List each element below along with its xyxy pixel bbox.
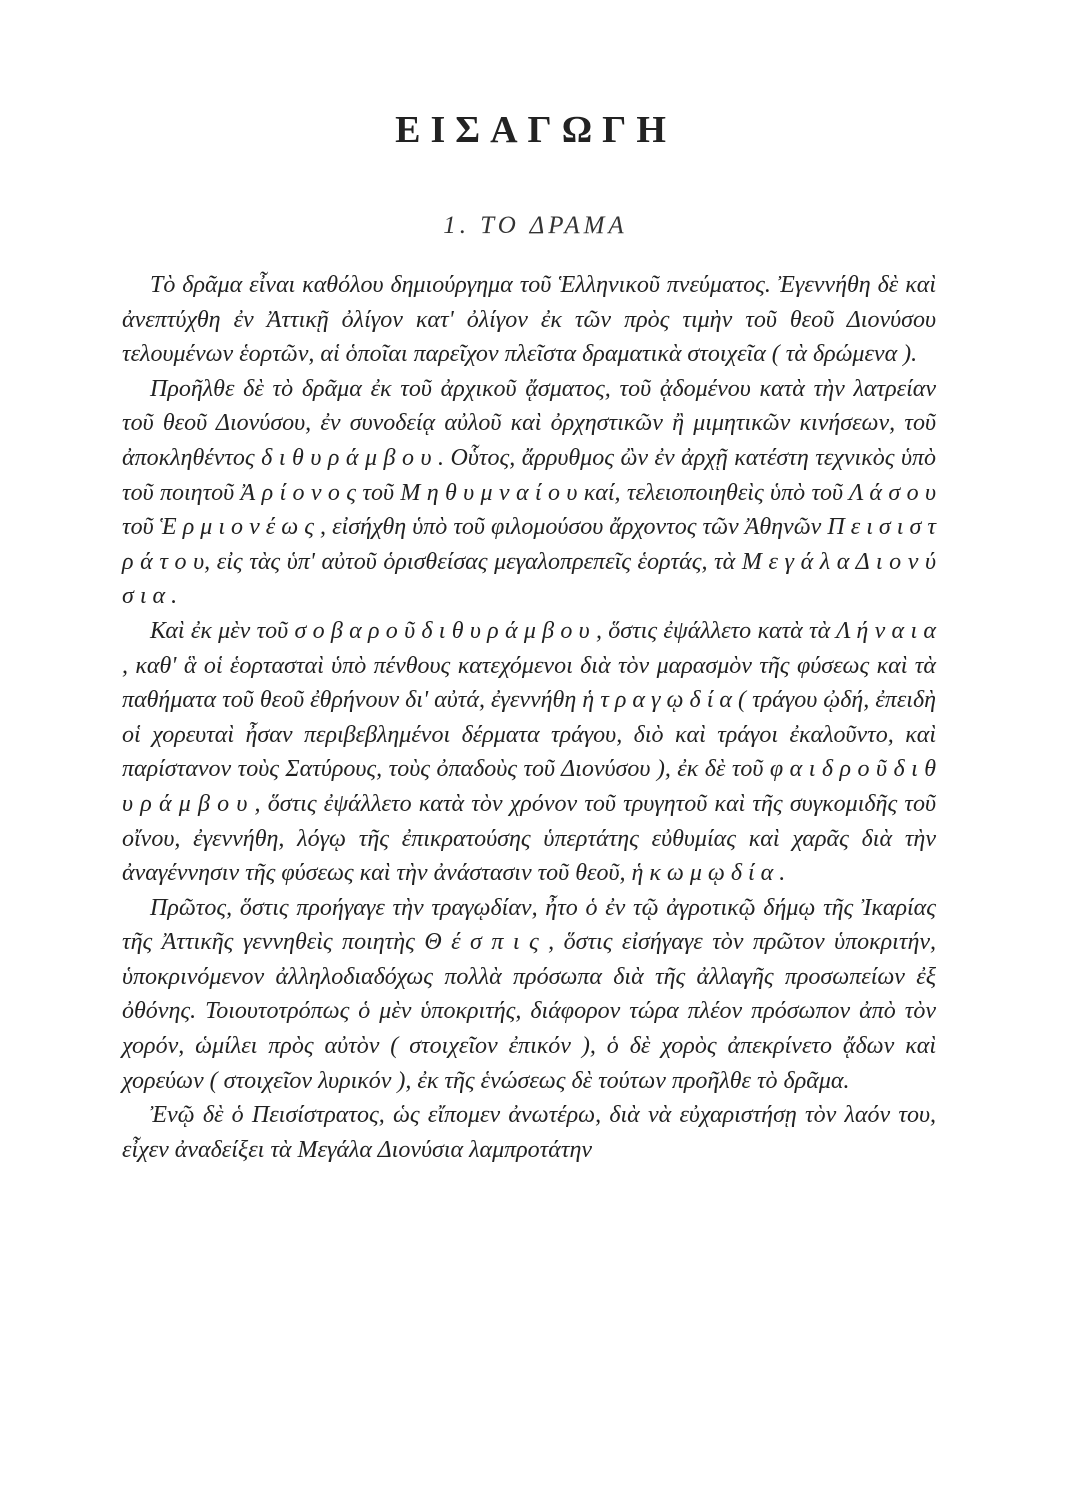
section-heading: 1. ΤΟ ΔΡΑΜΑ	[443, 212, 628, 239]
body-text	[122, 268, 936, 1167]
paragraph: Τὸ δρᾶμα εἶναι καθόλου δημιούργημα τοῦ Ἑλληνικοῦ πνεύματος. Ἐγεννήθη δὲ καὶ ἀνεπτύχθη ἐν Ἀττικῇ ὀλίγον κατ' ὀλίγον ἐκ τῶν πρὸς τιμὴν τοῦ θεοῦ Διονύσου τελουμένων ἑορτῶν, αἱ ὁποῖαι παρεῖχον πλεῖστα δραματικὰ στοιχεῖα ( τὰ δρώμενα ).	[122, 272, 936, 368]
paragraph: Πρῶτος, ὅστις προήγαγε τὴν τραγῳδίαν, ἦτο ὁ ἐν τῷ ἀγροτικῷ δήμῳ τῆς Ἰκαρίας τῆς Ἀττικῆς γεννηθεὶς ποιητὴς Θ έ σ π ι ς , ὅστις εἰσήγαγε τὸν πρῶτον ὑποκριτήν, ὑποκρινόμενον ἀλληλοδιαδόχως πολλὰ πρόσωπα διὰ τῆς ἀλλαγῆς προσωπείων ἐξ ὀθόνης. Τοιουτοτρόπως ὁ μὲν ὑποκριτής, διάφορον τώρα πλέον πρόσωπον ἀπὸ τὸν χορόν, ὡμίλει πρὸς αὐτὸν ( στοιχεῖον ἐπικόν ), ὁ δὲ χορὸς ἀπεκρίνετο ᾄδων καὶ χορεύων ( στοιχεῖον λυρικόν ), ἐκ τῆς ἑνώσεως δὲ τούτων προῆλθε τὸ δρᾶμα.	[122, 894, 936, 1094]
page-title: ΕΙΣΑΓΩΓΗ	[395, 109, 676, 151]
paragraph: Ἐνῷ δὲ ὁ Πεισίστρατος, ὡς εἴπομεν ἀνωτέρω, διὰ νὰ εὐχαριστήσῃ τὸν λαόν του, εἶχεν ἀναδείξει τὰ Μεγάλα Διονύσια λαμπροτάτην	[122, 1102, 936, 1163]
paragraph: Προῆλθε δὲ τὸ δρᾶμα ἐκ τοῦ ἀρχικοῦ ᾄσματος, τοῦ ᾀδομένου κατὰ τὴν λατρείαν τοῦ θεοῦ Διονύσου, ἐν συνοδείᾳ αὐλοῦ καὶ ὀρχηστικῶν ἢ μιμητικῶν κινήσεων, τοῦ ἀποκληθέντος δ ι θ υ ρ ά μ β ο υ . Οὗτος, ἄρρυθμος ὢν ἐν ἀρχῇ κατέστη τεχνικὸς ὑπὸ τοῦ ποιητοῦ Ἀ ρ ί ο ν ο ς τοῦ Μ η θ υ μ ν α ί ο υ καί, τελειοποιηθεὶς ὑπὸ τοῦ Λ ά σ ο υ τοῦ Ἑ ρ μ ι ο ν έ ω ς , εἰσήχθη ὑπὸ τοῦ φιλομούσου ἄρχοντος τῶν Ἀθηνῶν Π ε ι σ ι σ τ ρ ά τ ο υ, εἰς τὰς ὑπ' αὐτοῦ ὁρισθείσας μεγαλοπρεπεῖς ἑορτάς, τὰ Μ ε γ ά λ α Δ ι ο ν ύ σ ι α .	[122, 375, 936, 610]
paragraph: Καὶ ἐκ μὲν τοῦ σ ο β α ρ ο ῦ δ ι θ υ ρ ά μ β ο υ , ὅστις ἐψάλλετο κατὰ τὰ Λ ή ν α ι α , καθ' ἃ οἱ ἑορτασταὶ ὑπὸ πένθους κατεχόμενοι διὰ τὸν μαρασμὸν τῆς φύσεως καὶ τὰ παθήματα τοῦ θεοῦ ἐθρήνουν δι' αὐτά, ἐγεννήθη ἡ τ ρ α γ ῳ δ ί α ( τράγου ᾠδή, ἐπειδὴ οἱ χορευταὶ ἦσαν περιβεβλημένοι δέρματα τράγου, διὸ καὶ τράγοι ἐκαλοῦντο, καὶ παρίστανον τοὺς Σατύρους, τοὺς ὀπαδοὺς τοῦ Διονύσου ), ἐκ δὲ τοῦ φ α ι δ ρ ο ῦ δ ι θ υ ρ ά μ β ο υ , ὅστις ἐψάλλετο κατὰ τὸν χρόνον τοῦ τρυγητοῦ καὶ τῆς συγκομιδῆς τοῦ οἴνου, ἐγεννήθη, λόγῳ τῆς ἐπικρατούσης ὑπερτάτης εὐθυμίας καὶ χαρᾶς διὰ τὴν ἀναγέννησιν τῆς φύσεως καὶ τὴν ἀνάστασιν τοῦ θεοῦ, ἡ κ ω μ ῳ δ ί α .	[122, 617, 936, 887]
